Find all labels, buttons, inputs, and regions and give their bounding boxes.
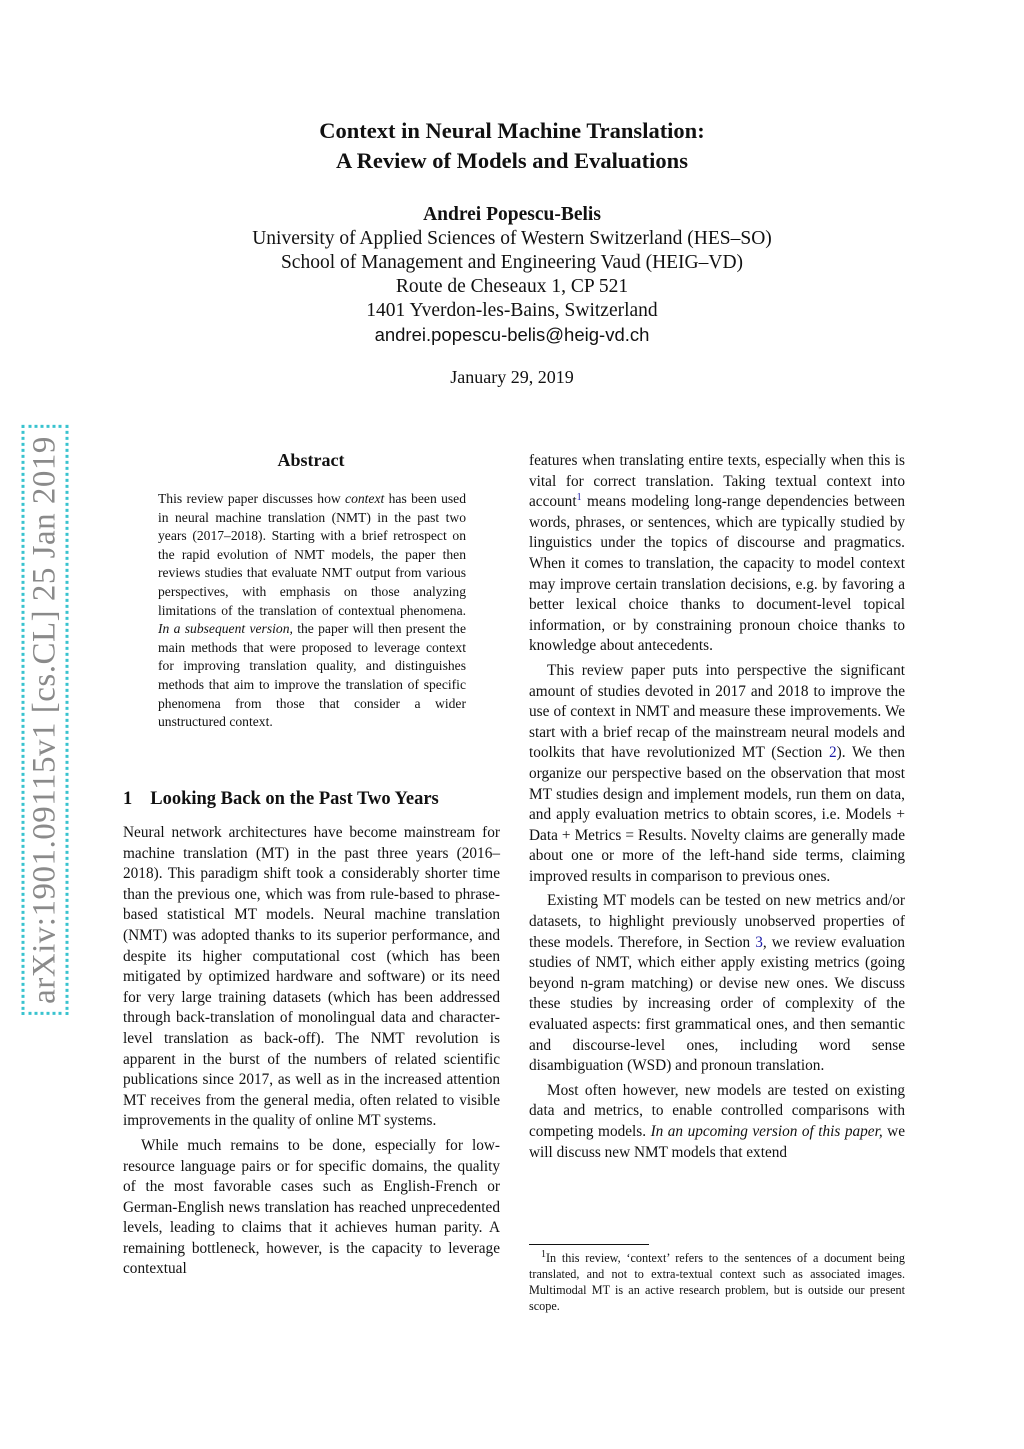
paragraph: While much remains to be done, especially for low-resource language pairs or for specific domains, the quality of the most favorable cases such as English-French or German-English news translation has reached unprecedented levels, leading to claims that it achieves human parity. A remaining bottleneck, however, is the capacity to leverage contextual [123,1136,500,1278]
paragraph: Most often however, new models are tested on existing data and metrics, to enable controlled comparisons with competing models. In an upcoming version of this paper, we will discuss new NMT models that extend [529,1081,905,1161]
footnote-marker[interactable]: 1 [576,492,582,504]
footnote-number: 1 [541,1248,546,1260]
right-column [529,451,905,1167]
section-2-link[interactable]: 2 [828,744,837,762]
footnote: $^1$In this review, ‘context’ refers to the sentences of a document being translated, and not to extra-textual context such as associated images. Multimodal MT is an active research problem, but is outside our present scope. [529,1248,905,1313]
section-number: 1 [123,789,133,809]
section-title: Looking Back on the Past Two Years [150,789,439,809]
author-name: Andrei Popescu-Belis [423,204,601,225]
address-2: 1401 Yverdon-les-Bains, Switzerland [366,300,658,321]
paragraph: features when translating entire texts, especially when this is vital for correct translation. Taking textual context into account$^1$ means modeling long-range dependencies between words, phrases, or sentences, which are typically studied by linguistics under the topics of discourse and pragmatics. When it comes to translation, the capacity to model context may improve certain translation decisions, e.g. by favoring a better lexical choice thanks to document-level topical information, or by constraining pronoun choice thanks to knowledge about antecedents. [529,452,905,655]
affiliation-1: University of Applied Sciences of Western Switzerland (HES–SO) [252,228,772,249]
title-line-1: Context in Neural Machine Translation: [319,118,705,143]
paragraph: This review paper puts into perspective the significant amount of studies devoted in 2017 and 2018 to improve the use of context in NMT and measure these improvements. We start with a brief recap of the mainstream neural models and toolkits that have revolutionized MT (Section 2). We then organize our perspective based on the observation that most MT studies design and implement models, run them on data, and apply evaluation metrics to obtain scores, i.e. Models + Data + Metrics = Results. Novelty claims are generally made about one or more of the left-hand side terms, claiming improved results in comparison to previous ones. [529,661,905,885]
abstract-body: This review paper discusses how context has been used in neural machine translation (NMT) in the past two years (2017–2018). Starting with a brief retrospect on the rapid evolution of NMT models, the paper then reviews studies that evaluate NMT output from various perspectives, with emphasis on those analyzing limitations of the translation of contextual phenomena. In a subsequent version, the paper will then present the main methods that were proposed to leverage context for improving translation quality, and distinguishes methods that aim to improve the translation of specific phenomena from those that consider a wider unstructured context. [158,491,466,730]
author-email[interactable]: andrei.popescu-belis@heig-vd.ch [374,324,650,345]
section-3-link[interactable]: 3 [755,933,763,951]
abstract-heading: Abstract [277,450,345,470]
address-1: Route de Cheseaux 1, CP 521 [395,276,629,297]
paper-date: January 29, 2019 [450,367,574,387]
title-line-2: A Review of Models and Evaluations [336,148,688,173]
footnote-rule [529,1244,649,1245]
arxiv-stamp[interactable]: arXiv:1901.09115v1 [cs.CL] 25 Jan 2019 [22,425,69,1015]
paper-title [0,116,1024,176]
affiliation-2: School of Management and Engineering Vaud (HEIG–VD) [280,252,744,273]
paragraph: Existing MT models can be tested on new metrics and/or datasets, to highlight previously unobserved properties of these models. Therefore, in Section 3, we review evaluation studies of NMT, which either apply existing metrics (going beyond n-gram matching) or devise new ones. We discuss these studies by increasing order of complexity of the evaluated aspects: first grammatical ones, and then semantic and discourse-level ones, including word sense disambiguation (WSD) and pronoun translation. [529,892,906,1075]
author-block [0,203,1024,347]
left-column [123,823,500,1284]
paragraph: Neural network architectures have become mainstream for machine translation (MT) in the past three years (2016–2018). This paradigm shift took a considerably shorter time than the previous one, which was from rule-based to phrase-based statistical MT models. Neural machine translation (NMT) was adopted thanks to its superior performance, and despite its higher computational cost (which has been mitigated by optimized hardware and software) or its need for very large training datasets (which has been addressed through back-translation of monolingual data and character-level translation as back-off). The NMT revolution is apparent in the burst of the numbers of related scientific publications since 2017, as well as in the increased attention MT receives from the general media, often related to visible improvements in the quality of online MT systems. [123,824,500,1130]
section-heading [123,789,499,810]
